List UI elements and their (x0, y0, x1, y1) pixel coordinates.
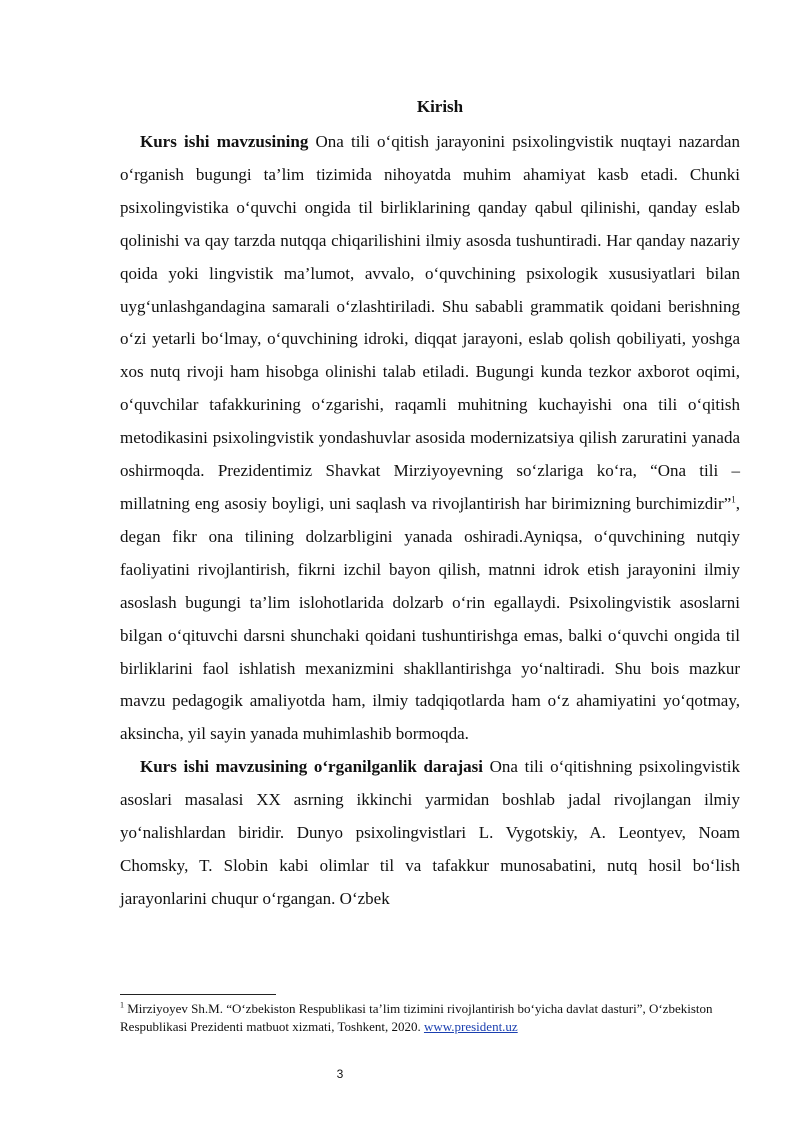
footnote-link[interactable]: www.president.uz (423, 1019, 518, 1034)
paragraph-text-continued: , degan fikr ona tilining dolzarbligini yanada oshiradi.Ayniqsa, o‘quvchining nutqiy faoliyatini rivojlantirish, fikrni izchil bayon qilish, matnni idrok etish jarayonini ilmiy asoslash bugungi ta’lim islohotlarida dolzarb o‘rin egallaydi. Psixolingvistik asoslarni bilgan o‘qituvchi darsni shunchaki qoidani tushuntirishga emas, balki o‘quvchi ongida til birliklarini faol ishlatish mexanizmini shakllantirishga yo‘naltiradi. Shu bois mazkur mavzu pedagogik amaliyotda ham, ilmiy tadqiqotlarda ham o‘z ahamiyatini yo‘qotmay, aksincha, yil sayin yanada muhimlashib bormoqda. (120, 493, 740, 744)
paragraph-text: Ona tili o‘qitish jarayonini psixolingvistik nuqtayi nazardan o‘rganish bugungi ta’lim tizimida nihoyatda muhim ahamiyat kasb etadi. Chunki psixolingvistika o‘quvchi ongida til birliklarining qanday qabul qilinishi, qanday eslab qolinishi va qay tarzda nutqqa chiqarilishini ilmiy asosda tushuntiradi. Har qanday nazariy qoida yoki lingvistik ma’lumot, avvalo, o‘quvchining psixologik xususiyatlari bilan uyg‘unlashgandagina samarali o‘zlashtiriladi. Shu sababli grammatik qoidani berishning o‘zi yetarli bo‘lmay, o‘quvchining idroki, diqqat jarayoni, eslab qolish qobiliyati, yoshga xos nutq rivoji ham hisobga olinishi talab etiladi. Bugungi kunda tezkor axborot oqimi, o‘quvchilar tafakkurining o‘zgarishi, raqamli muhitning kuchayishi ona tili o‘qitish metodikasini psixolingvistik yondashuvlar asosida modernizatsiya qilish zaruratini yanada oshirmoqda. Prezidentimiz Shavkat Mirziyoyevning so‘zlariga ko‘ra, “Ona tili – millatning eng asosiy boyligi, uni saqlash va rivojlantirish har birimizning burchimizdir” (120, 132, 740, 513)
footnote-divider (120, 994, 276, 995)
paragraph-study-degree (120, 751, 740, 916)
paragraph-topic-relevance (120, 126, 740, 751)
footnote-text: Mirziyoyev Sh.M. “O‘zbekiston Respublikasi ta’lim tizimini rivojlantirish bo‘yicha davlat dasturi”, O‘zbekiston Respublikasi Prezidenti matbuot xizmati, Toshkent, 2020. (120, 1001, 713, 1034)
body-text (120, 126, 740, 916)
paragraph-lead: Kurs ishi mavzusining (140, 132, 309, 151)
page-number: 3 (336, 1067, 344, 1081)
footnote-reference[interactable]: 1 (731, 494, 736, 505)
paragraph-text: Ona tili o‘qitishning psixolingvistik asoslari masalasi XX asrning ikkinchi yarmidan boshlab jadal rivojlangan ilmiy yo‘nalishlardan biridir. Dunyo psixolingvistlari L. Vygotskiy, A. Leontyev, Noam Chomsky, T. Slobin kabi olimlar til va tafakkur munosabatini, nutq hosil bo‘lish jarayonlarini chuqur o‘rgangan. O‘zbek (120, 757, 740, 908)
paragraph-lead: Kurs ishi mavzusining o‘rganilganlik darajasi (140, 757, 483, 777)
footnote-number: 1 (120, 1000, 124, 1010)
section-title: Kirish (416, 97, 464, 116)
footnote (120, 1000, 740, 1036)
